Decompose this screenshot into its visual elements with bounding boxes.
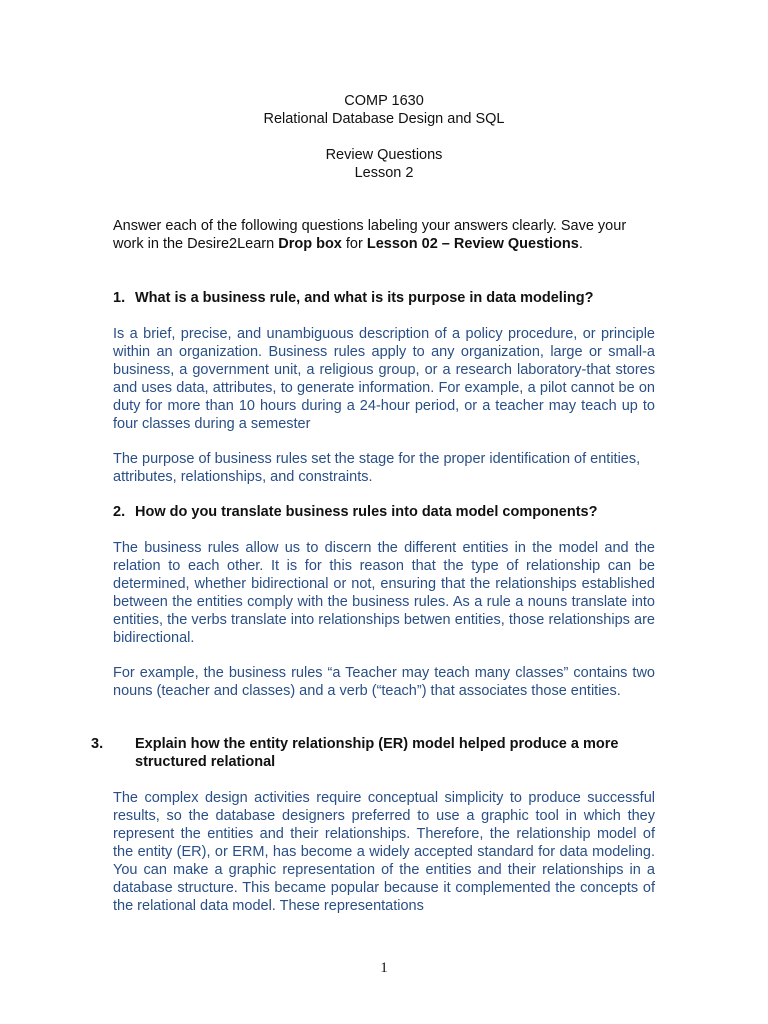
- instructions-end: .: [578, 236, 583, 252]
- instructions: [113, 217, 655, 253]
- question-text: Explain how the entity relationship (ER) model helped produce a more structured relational: [135, 736, 619, 770]
- lesson-label: Lesson 2: [354, 165, 414, 181]
- page-number: 1: [380, 960, 388, 976]
- lesson-reference: Lesson 02 – Review Questions: [366, 236, 579, 252]
- answer-3-paragraph-1: The complex design activities require conceptual simplicity to produce successful results, so the database designers preferred to use a graphic tool in which they represent the entities and their relationships. Therefore, the relationship model of the entity (ER), or ERM, has become a widely accepted standard for data modeling. You can make a graphic representation of the entities and their relationships in a database structure. This became popular because it complemented the concepts of the relational data model. These representations: [113, 790, 655, 914]
- course-title: Relational Database Design and SQL: [263, 111, 505, 127]
- question-number: 2.: [113, 504, 126, 520]
- question-text: How do you translate business rules into data model components?: [135, 504, 598, 520]
- question-text: What is a business rule, and what is its purpose in data modeling?: [135, 290, 594, 306]
- question-number: 3.: [91, 736, 104, 752]
- document-type: Review Questions: [325, 147, 443, 163]
- answer-1-paragraph-2: The purpose of business rules set the stage for the proper identification of entities, attributes, relationships, and constraints.: [113, 451, 641, 485]
- instructions-text: Answer each of the following questions labeling your answers clearly. Save your work in the Desire2Learn: [113, 218, 627, 252]
- question-1: [113, 289, 655, 307]
- answer-1-paragraph-1: Is a brief, precise, and unambiguous description of a policy procedure, or principle within an organization. Business rules apply to any organization, large or small-a business, a government unit, a religious group, or a research laboratory-that stores and uses data, attributes, to generate information. For example, a pilot cannot be on duty for more than 10 hours during a 24-hour period, or a teacher may teach up to four classes during a semester: [113, 326, 655, 432]
- dropbox-label: Drop box: [278, 236, 342, 252]
- instructions-for: for: [341, 236, 367, 252]
- answer-2-paragraph-1: The business rules allow us to discern the different entities in the model and the relation to each other. It is for this reason that the type of relationship can be determined, whether bidirectional or not, ensuring that the relationships established between the entities comply with the business rules. As a rule a nouns translate into entities, the verbs translate into relationships betwen entities, those relationships are bidirectional.: [113, 540, 655, 646]
- question-3: [91, 735, 677, 771]
- question-2: [113, 503, 655, 521]
- course-code: COMP 1630: [344, 93, 424, 109]
- answer-2-paragraph-2: For example, the business rules “a Teacher may teach many classes” contains two nouns (teacher and classes) and a verb (“teach”) that associates those entities.: [113, 665, 655, 699]
- question-number: 1.: [113, 290, 126, 306]
